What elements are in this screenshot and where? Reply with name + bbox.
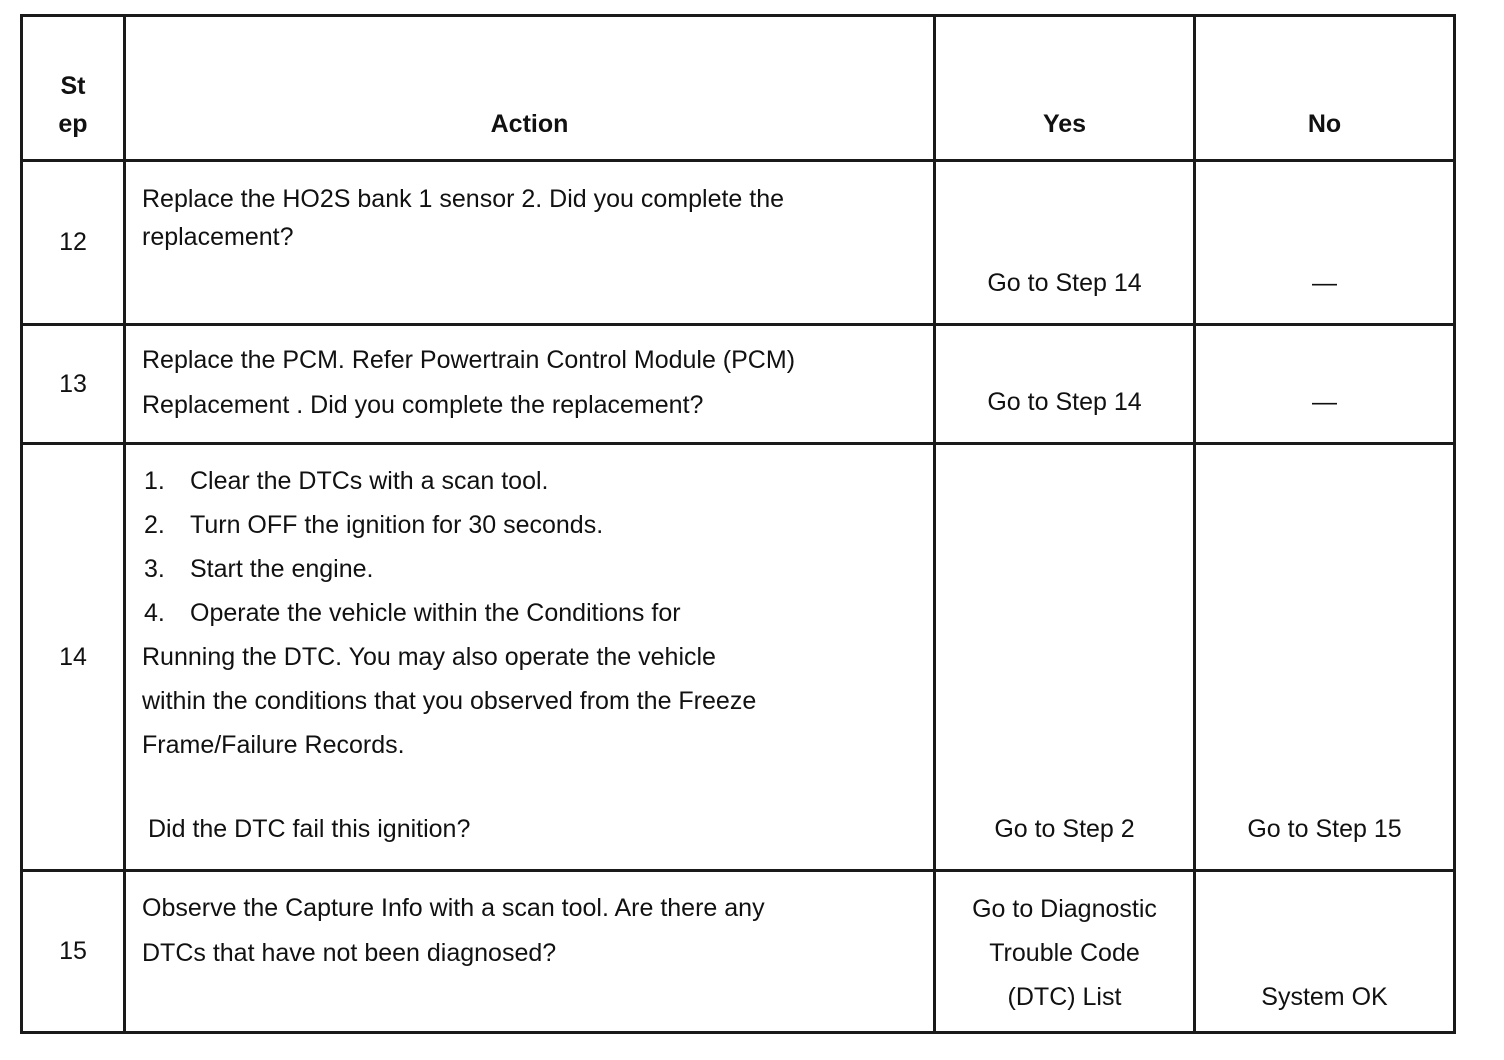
action-line: Replace the PCM. Refer Powertrain Control Module (PCM) xyxy=(142,346,796,374)
step-number: 14 xyxy=(22,444,125,871)
header-step xyxy=(22,16,125,161)
yes-result: Go to Step 2 xyxy=(935,444,1195,871)
list-item-number: 1. xyxy=(144,467,165,495)
action-line: Frame/Failure Records. xyxy=(142,731,405,759)
list-item xyxy=(142,591,919,635)
yes-result-line: Trouble Code xyxy=(989,939,1140,967)
procedure-list xyxy=(142,459,919,635)
list-item xyxy=(142,459,919,503)
header-no: No xyxy=(1195,16,1455,161)
step-number: 15 xyxy=(22,871,125,1033)
no-result xyxy=(1195,325,1455,444)
list-item-text: Operate the vehicle within the Conditions for xyxy=(190,599,681,627)
action-line: DTCs that have not been diagnosed? xyxy=(142,939,557,967)
action-line: within the conditions that you observed from the Freeze xyxy=(142,687,757,715)
list-item-number: 4. xyxy=(144,599,165,627)
action-line: Replace the HO2S bank 1 sensor 2. Did you complete the xyxy=(142,185,785,213)
step-number: 13 xyxy=(22,325,125,444)
header-step-line-1: St xyxy=(60,72,86,100)
action-text xyxy=(125,444,935,871)
step-number: 12 xyxy=(22,161,125,325)
list-item-text: Turn OFF the ignition for 30 seconds. xyxy=(190,511,604,539)
table-row xyxy=(22,161,1455,325)
diagnostic-table xyxy=(20,14,1456,1034)
no-result: Go to Step 15 xyxy=(1195,444,1455,871)
header-step-line-2: ep xyxy=(58,110,88,138)
action-text xyxy=(125,325,935,444)
action-line: Replacement . Did you complete the replacement? xyxy=(142,391,704,419)
table-header-row xyxy=(22,16,1455,161)
header-yes: Yes xyxy=(935,16,1195,161)
action-line: replacement? xyxy=(142,223,294,251)
action-line: Observe the Capture Info with a scan tool. Are there any xyxy=(142,894,765,922)
no-result-text: — xyxy=(1312,388,1337,416)
table-row xyxy=(22,444,1455,871)
header-action: Action xyxy=(125,16,935,161)
action-text xyxy=(125,871,935,1033)
no-result xyxy=(1195,161,1455,325)
list-item xyxy=(142,503,919,547)
list-item-number: 2. xyxy=(144,511,165,539)
list-item-text: Start the engine. xyxy=(190,555,374,583)
yes-result: Go to Step 14 xyxy=(935,325,1195,444)
list-item-number: 3. xyxy=(144,555,165,583)
table-row xyxy=(22,871,1455,1033)
no-result: System OK xyxy=(1195,871,1455,1033)
yes-result-line: (DTC) List xyxy=(1007,983,1122,1011)
list-item-text: Clear the DTCs with a scan tool. xyxy=(190,467,549,495)
yes-result-line: Go to Diagnostic xyxy=(972,895,1157,923)
table-row xyxy=(22,325,1455,444)
action-question: Did the DTC fail this ignition? xyxy=(148,815,471,843)
action-line: Running the DTC. You may also operate the vehicle xyxy=(142,643,716,671)
list-item xyxy=(142,547,919,591)
action-text xyxy=(125,161,935,325)
yes-result: Go to Step 14 xyxy=(935,161,1195,325)
yes-result xyxy=(935,871,1195,1033)
no-result-text: — xyxy=(1312,269,1337,297)
